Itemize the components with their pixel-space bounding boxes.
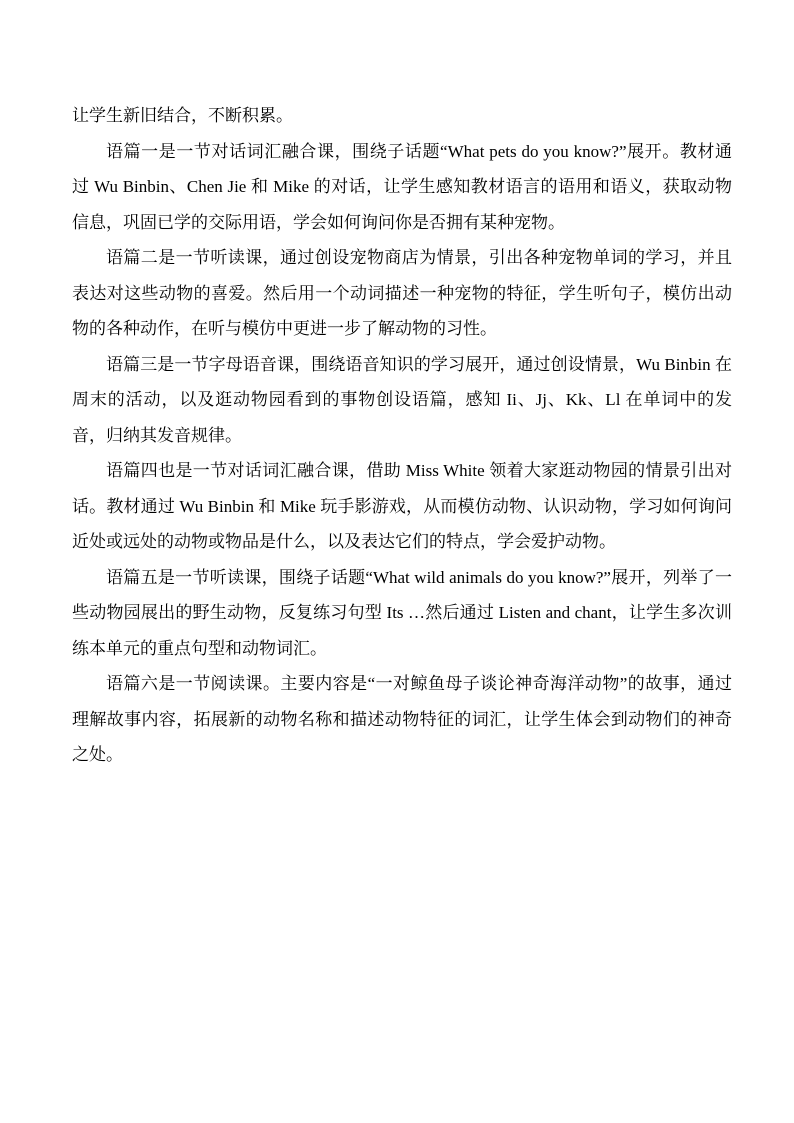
paragraph-text-one: 语篇一是一节对话词汇融合课，围绕子话题“What pets do you know?”展开。教材通过 Wu Binbin、Chen Jie 和 Mike 的对话，让学生感知教材语言的语用和语义，获取动物信息，巩固已学的交际用语，学会如何询问你是否拥有某种宠物。: [72, 141, 732, 232]
document-page: [72, 98, 732, 773]
paragraph-text-four: 语篇四也是一节对话词汇融合课，借助 Miss White 领着大家逛动物园的情景引出对话。教材通过 Wu Binbin 和 Mike 玩手影游戏，从而模仿动物、认识动物，学习如何询问近处或远处的动物或物品是什么，以及表达它们的特点，学会爱护动物。: [72, 461, 732, 551]
paragraph-text-two: 语篇二是一节听读课，通过创设宠物商店为情景，引出各种宠物单词的学习，并且表达对这些动物的喜爱。然后用一个动词描述一种宠物的特征，学生听句子，模仿出动物的各种动作，在听与模仿中更进一步了解动物的习性。: [72, 248, 732, 338]
paragraph-continuation: 让学生新旧结合，不断积累。: [72, 106, 293, 125]
paragraph-text-three: 语篇三是一节字母语音课，围绕语音知识的学习展开，通过创设情景，Wu Binbin 在周末的活动，以及逛动物园看到的事物创设语篇，感知 Ii、Jj、Kk、Ll 在单词中的发音，归纳其发音规律。: [72, 354, 732, 445]
paragraph-text-six: 语篇六是一节阅读课。主要内容是“一对鲸鱼母子谈论神奇海洋动物”的故事，通过理解故事内容，拓展新的动物名称和描述动物特征的词汇，让学生体会到动物们的神奇之处。: [72, 674, 732, 764]
paragraph-text-five: 语篇五是一节听读课，围绕子话题“What wild animals do you know?”展开，列举了一些动物园展出的野生动物，反复练习句型 Its …然后通过 Listen and chant，让学生多次训练本单元的重点句型和动物词汇。: [72, 567, 732, 658]
